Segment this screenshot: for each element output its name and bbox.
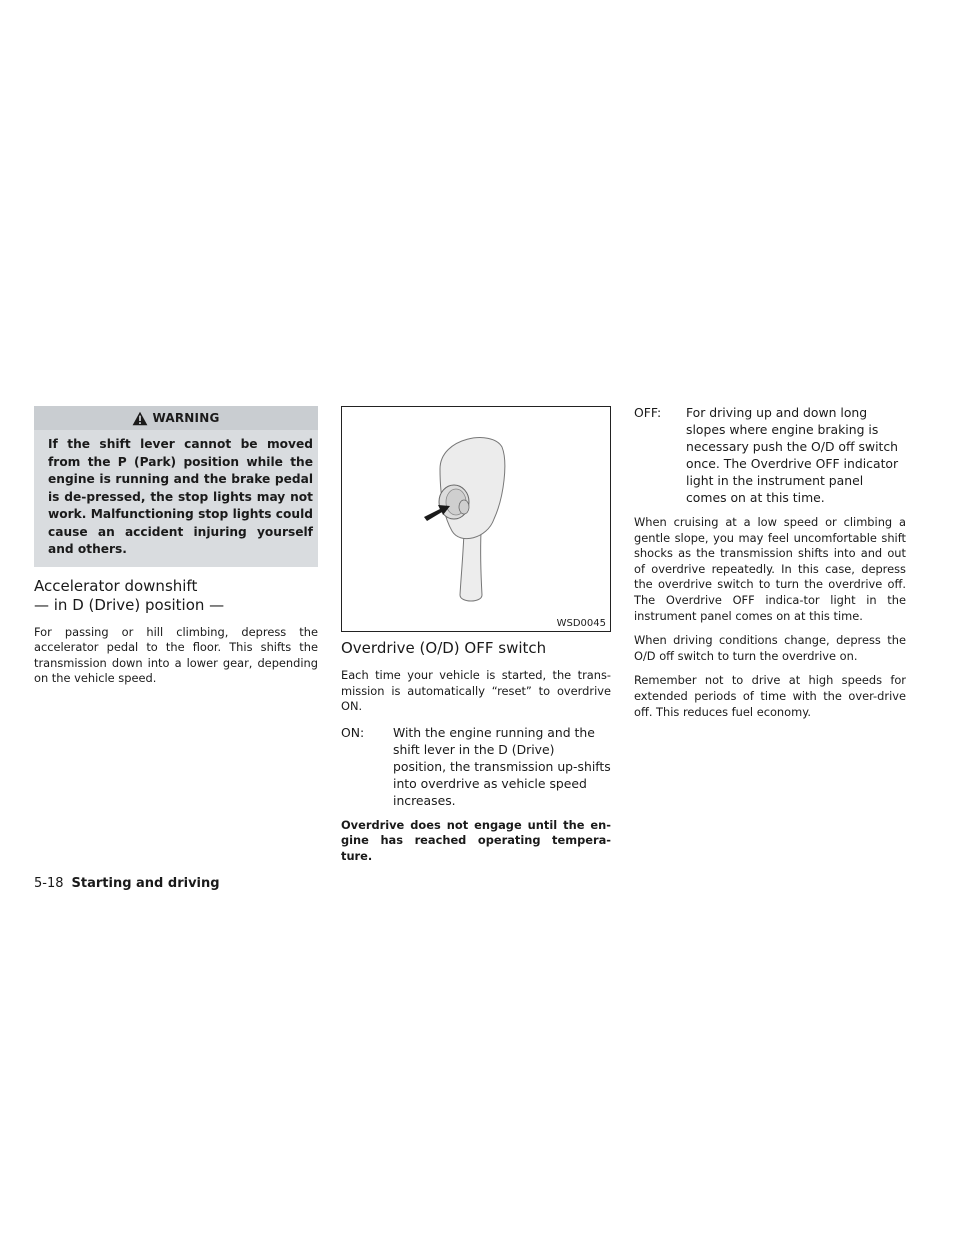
accelerator-heading-line1: Accelerator downshift [34,576,198,595]
figure-code: WSD0045 [556,618,606,629]
warning-triangle-icon [132,411,148,426]
right-column [634,406,906,729]
on-item [341,724,611,809]
off-description: For driving up and down long slopes where engine braking is necessary push the O/D off switch once. The Overdrive OFF indicator light in the instrument panel comes on at this time. [686,405,899,505]
on-definition [341,724,611,809]
on-term: ON: [341,724,365,740]
off-paragraph-1: When cruising at a low speed or climbing a gentle slope, you may feel uncomfortable shift shocks as the transmission shifts into and out of overdrive repeatedly. In this case, depress the overdrive switch to turn the overdrive off. The Overdrive OFF indica-tor light in the instrument panel comes on at this time. [634,515,906,623]
overdrive-note: Overdrive does not engage until the en-gine has reached operating tempera-ture. [341,817,611,863]
off-paragraph-3: Remember not to drive at high speeds for extended periods of time with the over-drive off. This reduces fuel economy. [634,673,906,719]
warning-title: WARNING [152,411,220,425]
warning-text: If the shift lever cannot be moved from the P (Park) position while the engine is running and the brake pedal is de-pressed, the stop lights may not work. Malfunctioning stop lights could cause an accident injuring yourself and others. [48,437,313,556]
off-paragraph-2: When driving conditions change, depress the O/D off switch to turn the overdrive on. [634,633,906,663]
overdrive-intro: Each time your vehicle is started, the trans-mission is automatically “reset” to overdrive ON. [341,668,611,714]
warning-box [34,406,318,567]
on-description: With the engine running and the shift lever in the D (Drive) position, the transmission up-shifts into overdrive as vehicle speed increases. [393,724,611,808]
middle-column [341,406,611,874]
off-item [634,404,906,506]
accelerator-heading-line2: — in D (Drive) position — [34,595,225,614]
shift-lever-illustration-icon [342,407,610,631]
accelerator-text: For passing or hill climbing, depress the accelerator pedal to the floor. This shifts the transmission down into a lower gear, depending on the vehicle speed. [34,624,318,686]
page-number: 5-18 [34,876,64,891]
left-column [34,406,318,696]
warning-header [34,406,318,430]
accelerator-heading [34,577,318,615]
off-term: OFF: [634,405,662,420]
overdrive-heading: Overdrive (O/D) OFF switch [341,639,547,657]
page-footer [34,876,220,891]
shift-lever-figure [341,406,611,632]
section-title: Starting and driving [71,876,220,891]
off-definition [634,404,906,506]
